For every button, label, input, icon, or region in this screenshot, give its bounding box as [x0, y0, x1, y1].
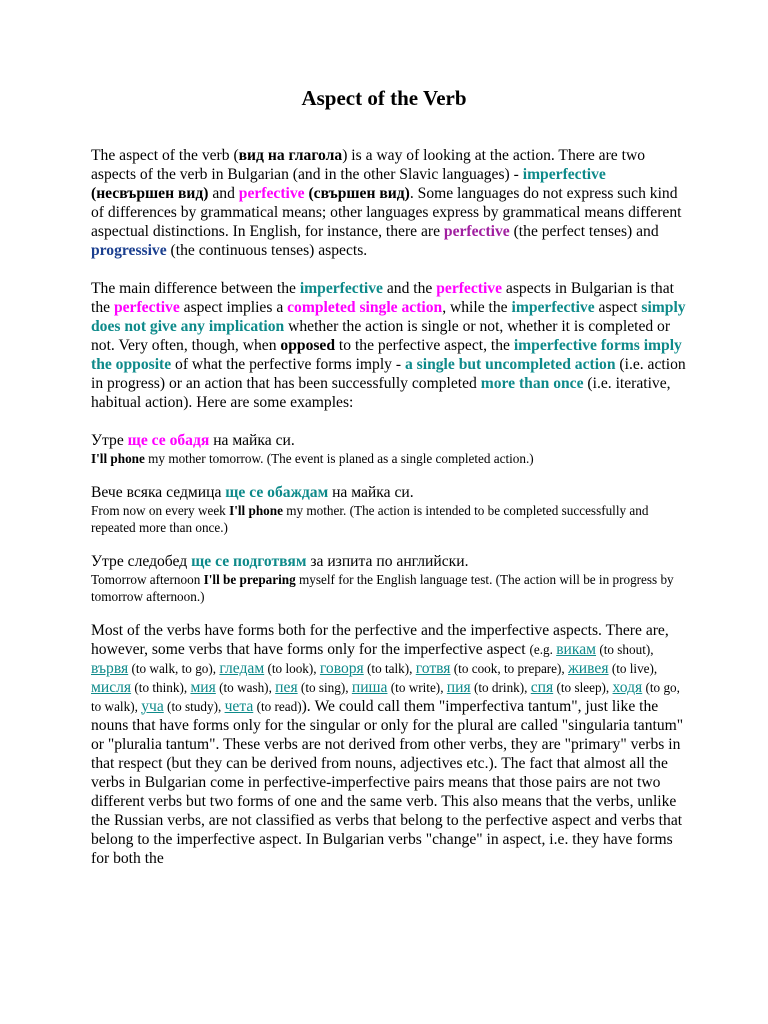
term-imperfective: imperfective	[299, 280, 383, 297]
example-2-english	[91, 502, 686, 537]
example-english-verb: I'll be preparing	[203, 571, 296, 587]
text: Most of the verbs have forms both for the perfective and the imperfective aspects. There are, however, some verbs that have forms only for the imperfective aspect	[91, 621, 669, 658]
text: aspect implies a	[179, 299, 288, 316]
gloss: (to go, to walk),	[91, 679, 680, 714]
text: (i.e. action in progress) or an action that has been successfully completed	[91, 356, 686, 392]
term-opposed: opposed	[280, 337, 336, 354]
term-simply-no-implication: simply does not give any implication	[91, 299, 686, 335]
example-1-english	[91, 450, 686, 468]
term-progressive: progressive	[91, 242, 167, 259]
verb-link[interactable]: ходя	[612, 678, 643, 696]
verb-link[interactable]: спя	[530, 678, 554, 696]
example-3-english	[91, 571, 686, 606]
term-nesvarshen-vid: (несвършен вид)	[91, 185, 209, 202]
gloss: (to drink),	[470, 679, 531, 695]
term-imperfective: imperfective	[522, 166, 606, 183]
text: (i.e. iterative, habitual action). Here are some examples:	[91, 375, 671, 411]
term-svarshen-vid: (свършен вид)	[304, 185, 410, 202]
verb-link[interactable]: пея	[275, 678, 298, 696]
gloss: (to study),	[163, 698, 225, 714]
gloss: (to walk, to go),	[128, 660, 220, 676]
verb-link[interactable]: живея	[568, 659, 609, 677]
verb-link[interactable]: вървя	[91, 659, 129, 677]
example-verb: ще се обаждам	[225, 483, 329, 501]
verb-link[interactable]: мия	[190, 678, 216, 696]
text: Вече всяка седмица	[91, 483, 226, 501]
example-english-verb: I'll phone	[91, 451, 145, 466]
verb-link[interactable]: говоря	[319, 659, 364, 677]
text: aspect	[594, 299, 642, 316]
verb-link[interactable]: викам	[556, 640, 597, 658]
text: ) is a way of looking at the action. There are two aspects of the verb in Bulgarian (and in the other Slavic languages) -	[91, 147, 646, 183]
text: myself for the English language test. (The action will be in progress by tomorrow afternoon.)	[91, 571, 674, 604]
gloss: (to shout),	[596, 641, 654, 657]
text: . Some languages do not express such kind of differences by grammatical means; other languages express by grammatical means different aspectual distinctions. In English, for instance, there are	[91, 185, 682, 240]
text: whether the action is single or not, whether it is completed or not. Very often, though, when	[91, 318, 671, 354]
gloss: (to read)	[253, 698, 302, 714]
term-perfective: perfective	[436, 280, 503, 297]
text: Утре следобед	[91, 552, 192, 570]
text: (e.g.	[529, 641, 557, 657]
text: of what the perfective forms imply -	[171, 356, 405, 373]
text: на майка си.	[209, 432, 295, 449]
text: (the perfect tenses) and	[509, 223, 659, 240]
text: and the	[382, 280, 437, 297]
verb-link[interactable]: пиша	[351, 678, 388, 696]
gloss: (to wash),	[215, 679, 276, 695]
paragraph-intro	[91, 146, 686, 260]
verb-link[interactable]: готвя	[415, 659, 451, 677]
term-imperfective-forms: imperfective forms imply the opposite	[91, 337, 682, 373]
verb-link[interactable]: уча	[141, 697, 164, 715]
term-perfective: perfective	[238, 185, 305, 202]
gloss: (to cook, to prepare),	[450, 660, 569, 676]
text: aspects in Bulgarian is that the	[91, 280, 674, 316]
text: my mother. (The action is intended to be completed successfully and repeated more than once.)	[91, 502, 649, 535]
text: my mother tomorrow. (The event is planed as a single completed action.)	[144, 451, 534, 466]
gloss: (to sing),	[297, 679, 352, 695]
term-perfective-english: perfective	[443, 223, 510, 240]
term-completed-single-action: completed single action	[287, 299, 443, 316]
term-perfective: perfective	[113, 299, 180, 316]
verb-link[interactable]: пия	[446, 678, 471, 696]
gloss: (to talk),	[363, 660, 416, 676]
verb-link[interactable]: мисля	[91, 678, 132, 696]
gloss: (to write),	[387, 679, 447, 695]
text: за изпита по английски.	[306, 552, 469, 570]
text: and	[208, 185, 239, 202]
example-2-bulgarian	[91, 483, 686, 502]
example-verb: ще се подготвям	[191, 552, 307, 570]
text: , while the	[442, 299, 512, 316]
gloss: (to look),	[264, 660, 320, 676]
example-3-bulgarian	[91, 552, 686, 571]
paragraph-imperfectiva-tantum	[91, 621, 686, 868]
example-1-bulgarian	[91, 431, 686, 450]
text: Tomorrow afternoon	[91, 571, 204, 587]
document-body	[91, 146, 686, 868]
text: The main difference between the	[91, 280, 300, 297]
verb-link[interactable]: гледам	[219, 659, 265, 677]
term-more-than-once: more than once	[480, 375, 584, 392]
gloss: (to sleep),	[553, 679, 613, 695]
text: Утре	[91, 432, 128, 449]
text: The aspect of the verb (	[91, 147, 239, 164]
page-title: Aspect of the Verb	[301, 86, 467, 110]
term-single-uncompleted: a single but uncompleted action	[404, 356, 616, 373]
paragraph-main-difference	[91, 279, 686, 412]
text: to the perfective aspect, the	[335, 337, 514, 354]
text: на майка си.	[328, 483, 414, 501]
example-english-verb: I'll phone	[229, 502, 283, 518]
text: From now on every week	[91, 502, 230, 518]
term-vid-na-glagola: вид на глагола	[238, 147, 343, 164]
verb-link[interactable]: чета	[224, 697, 254, 715]
example-verb: ще се обадя	[127, 432, 210, 449]
term-imperfective: imperfective	[511, 299, 595, 316]
text: (the continuous tenses) aspects.	[166, 242, 368, 259]
gloss: (to live),	[608, 660, 658, 676]
gloss: (to think),	[131, 679, 191, 695]
text: ). We could call them "imperfectiva tantum", just like the nouns that have forms only for the singular or only for the plural are called "singularia tantum" or "pluralia tantum". These verbs are not derived from other verbs, they are "primary" verbs in that respect (but they can be derived from nouns, adjectives etc.). The fact that almost all the verbs in Bulgarian come in perfective-imperfective pairs means that those pairs are not two different verbs but two forms of one and the same verb. This also means that the verbs, unlike the Russian verbs, are not classified as verbs that belong to the perfective aspect and verbs that belong to the imperfective aspect. In Bulgarian verbs "change" in aspect, i.e. they have forms for both the	[91, 697, 684, 867]
